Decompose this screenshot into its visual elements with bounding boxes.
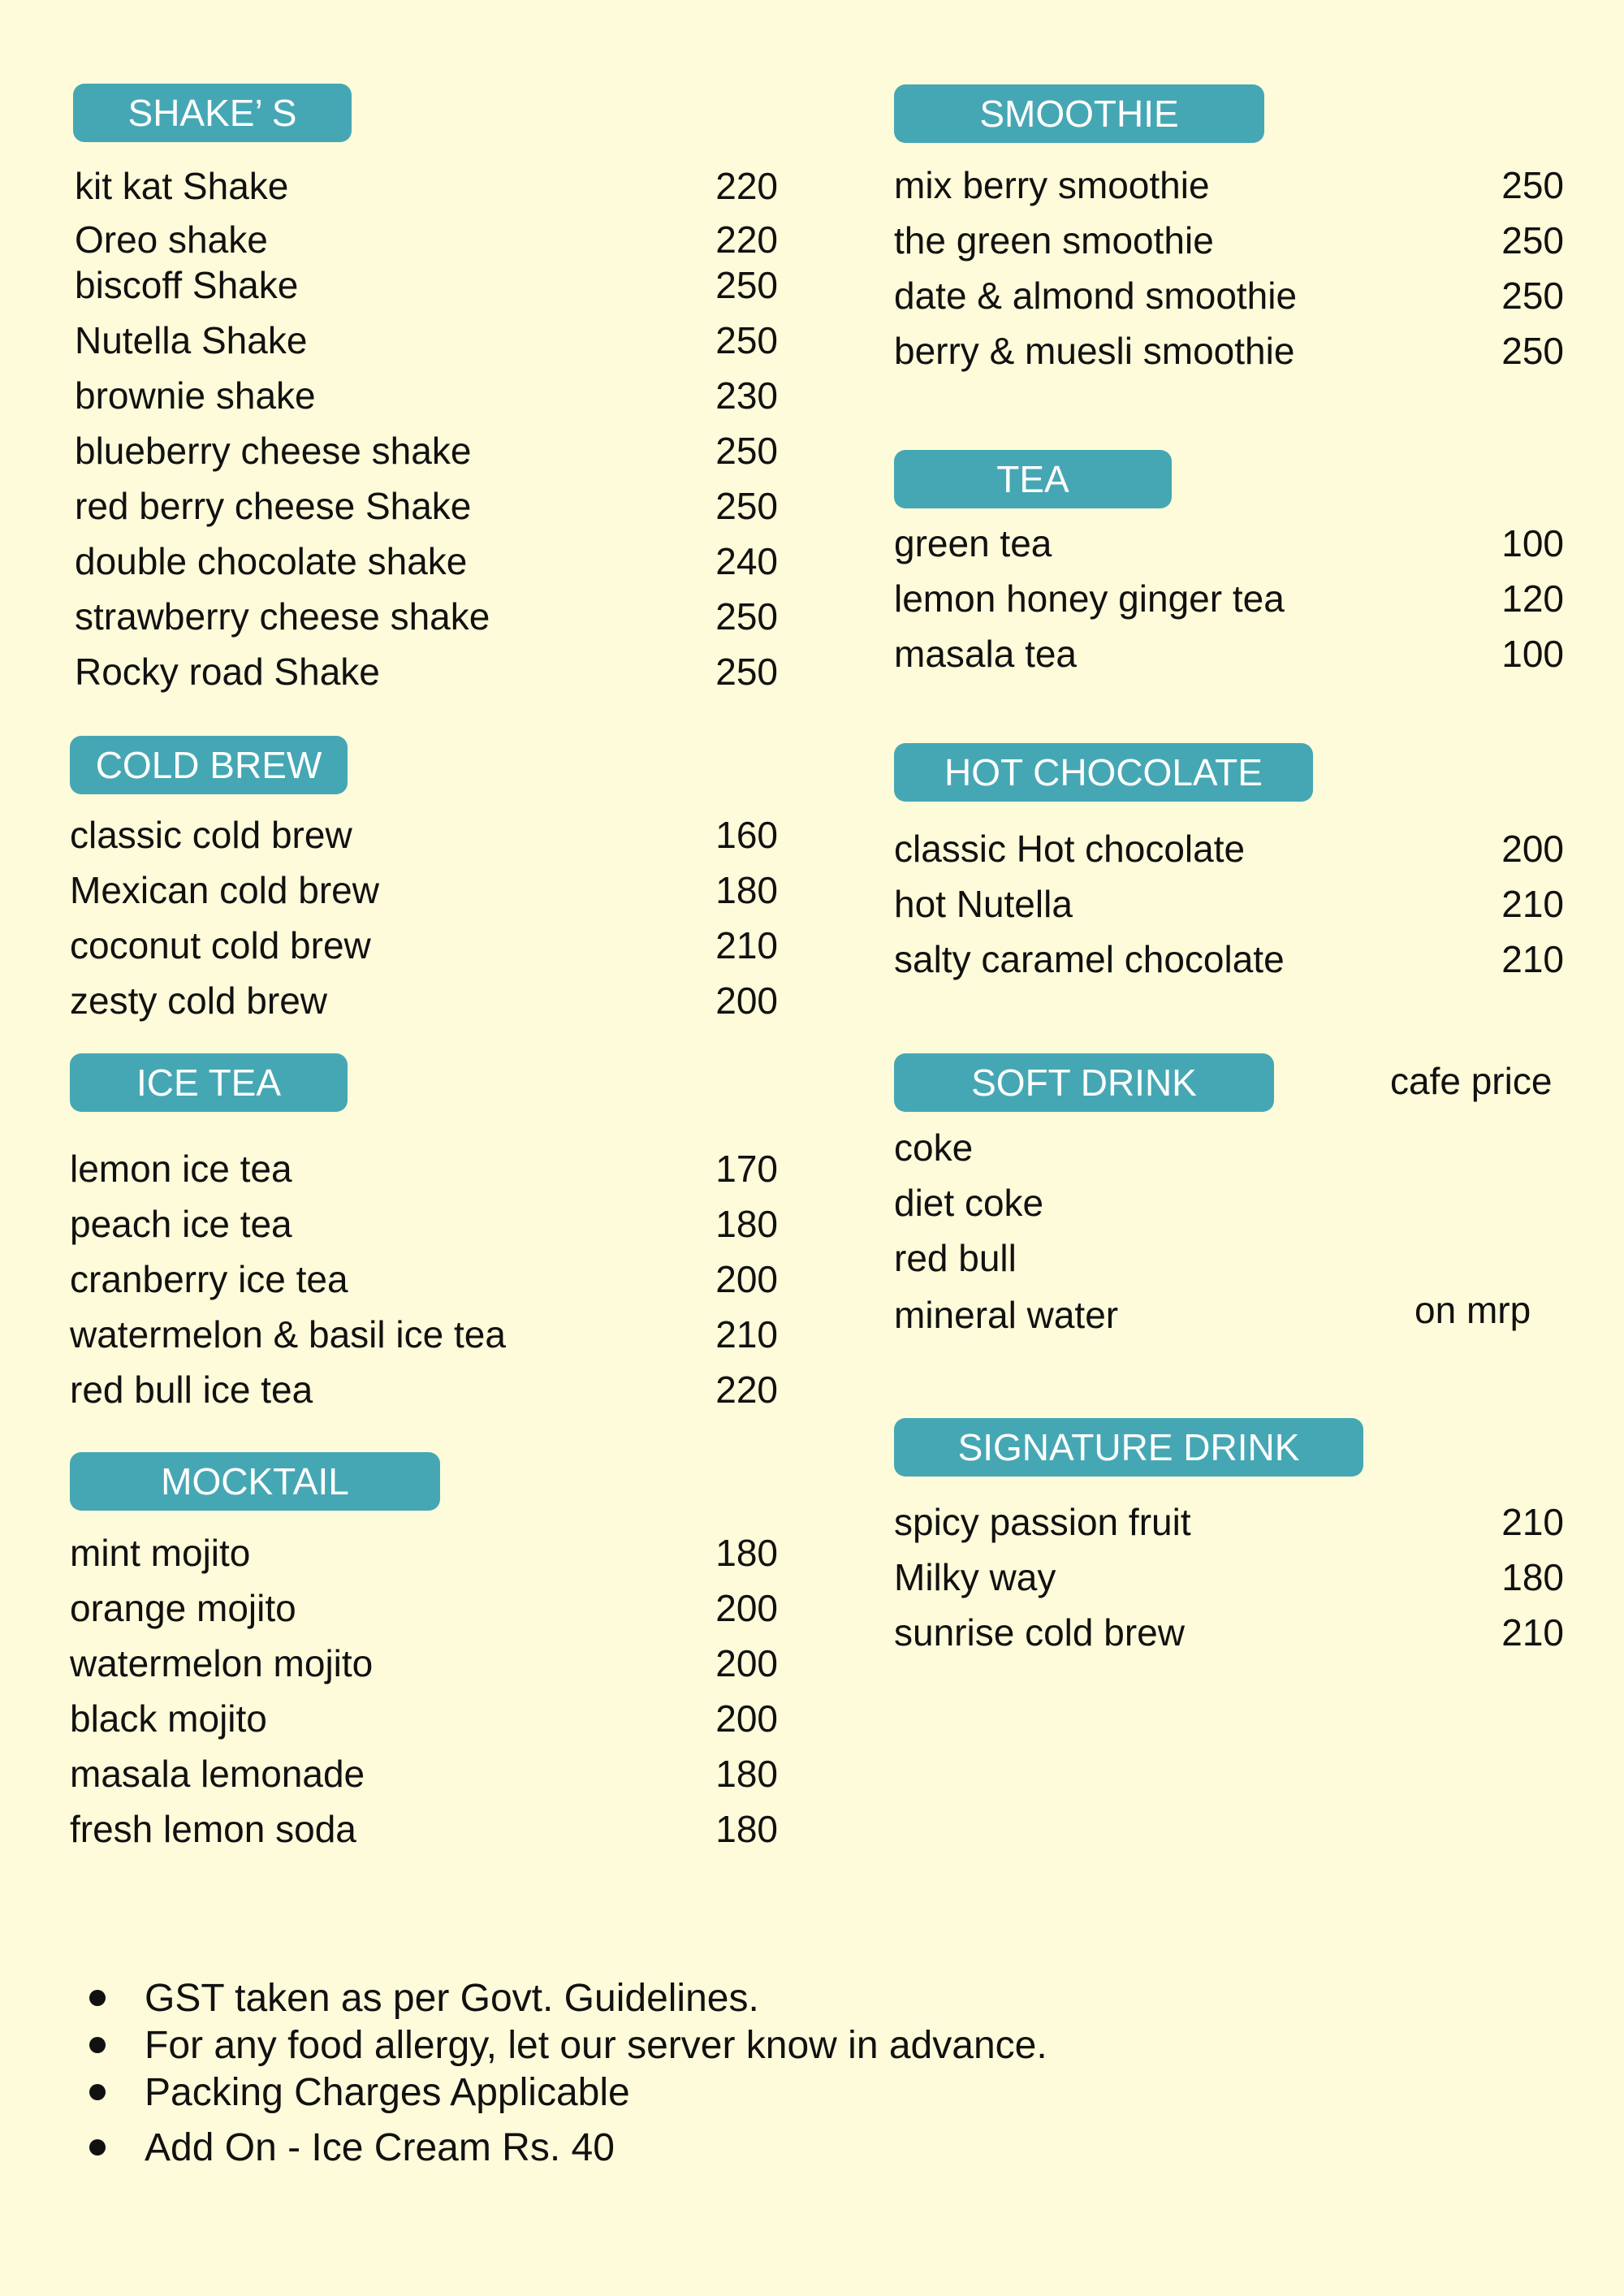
section-title-mocktail: MOCKTAIL	[70, 1452, 440, 1511]
menu-item	[894, 521, 1564, 565]
menu-item-price: 250	[715, 430, 778, 472]
menu-item	[75, 263, 778, 307]
section-title-ice-tea: ICE TEA	[70, 1053, 348, 1112]
menu-item	[70, 868, 778, 912]
section-title-signature-drink: SIGNATURE DRINK	[894, 1418, 1363, 1477]
menu-item-name: kit kat Shake	[75, 165, 289, 207]
menu-item-name: salty caramel chocolate	[894, 938, 1285, 980]
menu-item-price: 210	[715, 1313, 778, 1356]
note-text: GST taken as per Govt. Guidelines.	[145, 1977, 759, 2020]
menu-item	[894, 882, 1564, 926]
menu-item-name: green tea	[894, 522, 1052, 564]
menu-item	[894, 577, 1564, 620]
menu-item-name: fresh lemon soda	[70, 1808, 356, 1850]
menu-item-price: 250	[1501, 330, 1564, 372]
menu-item-name: Milky way	[894, 1556, 1056, 1598]
menu-item	[75, 429, 778, 473]
section-title-tea: TEA	[894, 450, 1172, 508]
menu-item	[70, 1257, 778, 1301]
menu-item-name: mint mojito	[70, 1532, 251, 1574]
menu-item	[75, 318, 778, 362]
menu-item-price: 160	[715, 814, 778, 856]
menu-item	[70, 923, 778, 967]
menu-item-price: 220	[715, 1369, 778, 1411]
menu-item	[894, 218, 1564, 262]
menu-item	[894, 1500, 1564, 1544]
section-title-shakes: SHAKE’ S	[73, 84, 352, 142]
menu-item	[894, 1555, 1564, 1599]
menu-item-name: zesty cold brew	[70, 979, 328, 1022]
menu-item-price: 200	[715, 1642, 778, 1684]
menu-item-price: 200	[715, 979, 778, 1022]
menu-item-price: 220	[715, 218, 778, 261]
menu-item-price: 250	[1501, 275, 1564, 317]
menu-item-name: Mexican cold brew	[70, 869, 379, 911]
menu-item	[70, 1807, 778, 1851]
menu-item	[75, 374, 778, 417]
menu-item-name: blueberry cheese shake	[75, 430, 472, 472]
menu-item-price: 250	[715, 595, 778, 638]
menu-item-name: red bull ice tea	[70, 1369, 313, 1411]
menu-item-price: 200	[715, 1697, 778, 1740]
menu-item	[894, 1611, 1564, 1654]
menu-item	[70, 1697, 778, 1740]
menu-item-price: 180	[715, 1753, 778, 1795]
menu-item	[894, 1181, 1564, 1225]
menu-item-price: 210	[1501, 883, 1564, 925]
note-item	[89, 2022, 1047, 2069]
menu-item-price: 230	[715, 374, 778, 417]
section-title-smoothie: SMOOTHIE	[894, 84, 1264, 143]
menu-item-name: orange mojito	[70, 1587, 296, 1629]
menu-item-name: mix berry smoothie	[894, 164, 1210, 206]
menu-item	[75, 539, 778, 583]
menu-item-name: lemon honey ginger tea	[894, 577, 1285, 620]
section-title-cold-brew: COLD BREW	[70, 736, 348, 794]
menu-item	[894, 937, 1564, 981]
menu-item	[894, 274, 1564, 318]
section-title-soft-drink: SOFT DRINK	[894, 1053, 1274, 1112]
bullet-icon	[89, 1990, 106, 2006]
menu-item	[70, 1641, 778, 1685]
menu-item	[70, 1202, 778, 1246]
menu-item	[75, 164, 778, 208]
menu-item-name: Oreo shake	[75, 218, 268, 261]
menu-item	[894, 1126, 1564, 1170]
menu-item	[894, 163, 1564, 207]
menu-item	[70, 1586, 778, 1630]
menu-item	[894, 632, 1564, 676]
menu-item-name: peach ice tea	[70, 1203, 292, 1245]
menu-item-price: 250	[1501, 219, 1564, 262]
bullet-icon	[89, 2037, 106, 2053]
menu-item	[75, 218, 778, 262]
soft-drink-mrp-note: on mrp	[1415, 1289, 1531, 1331]
menu-item-name: brownie shake	[75, 374, 316, 417]
bullet-icon	[89, 2139, 106, 2155]
menu-item-price: 210	[1501, 1501, 1564, 1543]
menu-item-name: biscoff Shake	[75, 264, 299, 306]
menu-item-name: watermelon & basil ice tea	[70, 1313, 506, 1356]
menu-item	[894, 329, 1564, 373]
menu-item	[70, 1147, 778, 1191]
menu-item-price: 210	[715, 924, 778, 966]
menu-item-name: Rocky road Shake	[75, 651, 380, 693]
menu-item-price: 100	[1501, 522, 1564, 564]
note-item	[89, 1975, 1047, 2022]
note-item	[89, 2069, 1047, 2117]
menu-item-price: 240	[715, 540, 778, 582]
menu-item	[70, 1531, 778, 1575]
menu-item	[75, 650, 778, 694]
menu-item-name: classic Hot chocolate	[894, 828, 1246, 870]
menu-item-price: 200	[1501, 828, 1564, 870]
menu-item-name: spicy passion fruit	[894, 1501, 1191, 1543]
menu-item-price: 200	[715, 1587, 778, 1629]
menu-item	[894, 1236, 1564, 1280]
menu-item-price: 100	[1501, 633, 1564, 675]
menu-item-price: 180	[715, 1808, 778, 1850]
menu-item-price: 170	[715, 1148, 778, 1190]
menu-item	[70, 1312, 778, 1356]
menu-item	[894, 827, 1564, 871]
menu-item-name: mineral water	[894, 1294, 1119, 1336]
note-text: For any food allergy, let our server know in advance.	[145, 2024, 1047, 2067]
menu-item	[70, 979, 778, 1023]
menu-item-price: 220	[715, 165, 778, 207]
menu-item-price: 250	[1501, 164, 1564, 206]
menu-item-name: coke	[894, 1126, 974, 1169]
note-text: Add On - Ice Cream Rs. 40	[145, 2126, 615, 2169]
menu-item-name: double chocolate shake	[75, 540, 468, 582]
menu-item-name: watermelon mojito	[70, 1642, 374, 1684]
menu-item-price: 250	[715, 319, 778, 361]
menu-item-name: Nutella Shake	[75, 319, 308, 361]
menu-item-name: diet coke	[894, 1182, 1044, 1224]
menu-item-name: date & almond smoothie	[894, 275, 1298, 317]
menu-item-name: hot Nutella	[894, 883, 1073, 925]
menu-item-price: 250	[715, 264, 778, 306]
menu-item-name: cranberry ice tea	[70, 1258, 348, 1300]
menu-item-price: 180	[1501, 1556, 1564, 1598]
note-item	[89, 2125, 1047, 2172]
soft-drink-price-note: cafe price	[1390, 1060, 1553, 1102]
menu-item-name: classic cold brew	[70, 814, 352, 856]
menu-item	[75, 484, 778, 528]
menu-item	[75, 595, 778, 638]
section-title-hot-chocolate: HOT CHOCOLATE	[894, 743, 1313, 802]
menu-item-price: 180	[715, 1203, 778, 1245]
menu-item-price: 200	[715, 1258, 778, 1300]
menu-item-name: sunrise cold brew	[894, 1611, 1185, 1654]
menu-item-name: the green smoothie	[894, 219, 1214, 262]
menu-item	[70, 813, 778, 857]
menu-item-price: 250	[715, 651, 778, 693]
menu-item	[70, 1752, 778, 1796]
menu-item-name: red bull	[894, 1237, 1017, 1279]
menu-item-name: coconut cold brew	[70, 924, 371, 966]
menu-item-name: berry & muesli smoothie	[894, 330, 1295, 372]
menu-item-name: masala lemonade	[70, 1753, 365, 1795]
menu-item	[70, 1368, 778, 1412]
note-text: Packing Charges Applicable	[145, 2071, 630, 2114]
menu-item-price: 210	[1501, 1611, 1564, 1654]
menu-item-name: strawberry cheese shake	[75, 595, 490, 638]
bullet-icon	[89, 2084, 106, 2100]
menu-item-price: 180	[715, 869, 778, 911]
menu-item-price: 180	[715, 1532, 778, 1574]
menu-item-name: red berry cheese Shake	[75, 485, 472, 527]
menu-item-price: 250	[715, 485, 778, 527]
menu-item-name: black mojito	[70, 1697, 267, 1740]
notes-list	[89, 1975, 1047, 2172]
menu-item-price: 210	[1501, 938, 1564, 980]
menu-item-name: lemon ice tea	[70, 1148, 292, 1190]
menu-item-name: masala tea	[894, 633, 1078, 675]
menu-item-price: 120	[1501, 577, 1564, 620]
